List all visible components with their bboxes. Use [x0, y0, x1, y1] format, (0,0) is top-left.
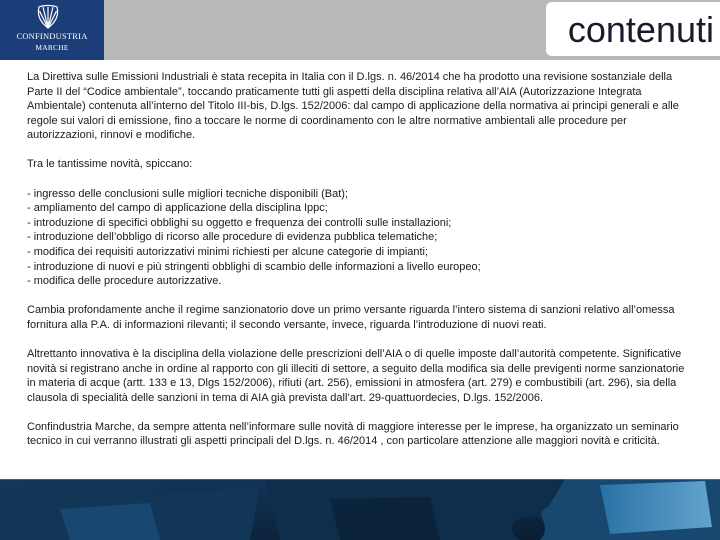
title-panel [546, 2, 720, 56]
novita-section [27, 157, 693, 172]
confindustria-logo [0, 0, 104, 60]
paragraph-intro: La Direttiva sulle Emissioni Industriali è stata recepita in Italia con il D.lgs. n. 46/2014 che ha prodotto una revisione sostanziale della Parte II del “Codice ambientale”, toccando praticamente tutti gli aspetti della disciplina relativa all’AIA (Autorizzazione Integrata Ambientale) contenuta all’interno del Titolo III-bis, D.lgs. 152/2006: dal campo di applicazione della normativa ai principi generali e alle regole sui valori di emissione, fino a toccare le norme di coordinamento con le altre normative ambientali alle procedure per autorizzazioni, rinnovi e modifiche. [27, 71, 679, 142]
paragraph-seminario: Confindustria Marche, da sempre attenta nell’informare sulle novità di maggiore interesse per le imprese, ha organizzato un seminario tecnico in cui verranno illustrati gli aspetti principali del D.lgs. n. 46/2014 , con particolare attenzione alle maggiori novità e criticità. [27, 420, 679, 448]
novita-intro: Tra le tantissime novità, spiccano: [27, 158, 193, 171]
paragraph-sanzioni: Cambia profondamente anche il regime sanzionatorio dove un primo versante riguarda l’intero sistema di sanzioni relativo all’omessa fornitura alla P.A. di informazioni rilevanti; il secondo versante, invece, riguarda l’introduzione di nuovi reati. [27, 304, 675, 331]
page-title: contenuti [567, 9, 714, 50]
shell-emblem-icon [34, 3, 62, 30]
logo-region-name: MARCHE [35, 43, 69, 52]
body-text [27, 70, 693, 463]
list-item: - introduzione di specifici obblighi su oggetto e frequenza dei controlli sulle installazioni; [27, 216, 452, 229]
list-item: - ingresso delle conclusioni sulle migliori tecniche disponibili (Bat); [27, 187, 348, 200]
paragraph-violazioni: Altrettanto innovativa è la disciplina della violazione delle prescrizioni dell’AIA o di quelle imposte dall’autorità competente. Significative novità si registrano anche in ordine al rapporto con gli illeciti di settore, a seguito della modifica sia delle previgenti norme sanzionatorie in materia di acque (artt. 133 e 13, Dlgs 152/2006), rifiuti (art. 256), emissioni in atmosfera (art. 279) e combustibili (art. 296), sia della clausola di specialità delle sanzioni in tema di AIA già prevista dall’art. 29-quattuordecies, D.lgs. 152/2006. [27, 347, 685, 404]
list-item: - introduzione di nuovi e più stringenti obblighi di scambio delle informazioni a livello europeo; [27, 260, 481, 273]
list-item: - ampliamento del campo di applicazione della disciplina Ippc; [27, 202, 328, 215]
logo-brand-name: CONFINDUSTRIA [16, 31, 88, 41]
footer-puzzle-image [0, 479, 720, 540]
logo-wordmark [0, 31, 104, 53]
puzzle-pieces-graphic [0, 479, 720, 540]
list-item: - modifica delle procedure autorizzative. [27, 275, 222, 288]
list-item: - modifica dei requisiti autorizzativi minimi richiesti per alcune categorie di impianti; [27, 245, 429, 258]
novita-list [27, 187, 693, 289]
list-item: - introduzione dell’obbligo di ricorso alle procedure di evidenza pubblica telematiche; [27, 231, 438, 244]
